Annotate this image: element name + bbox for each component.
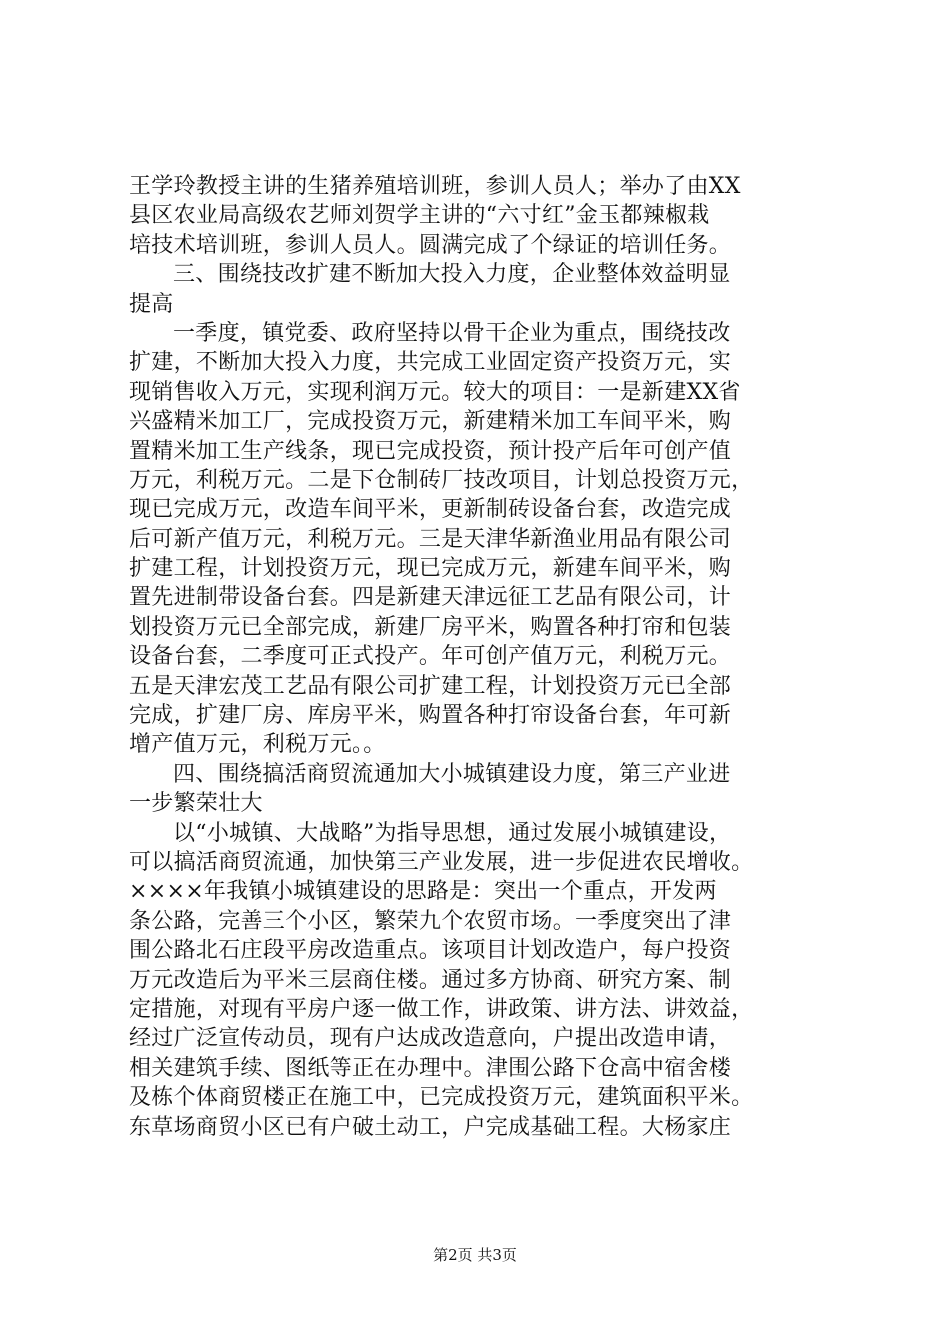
text-line: 完成，扩建厂房、库房平米，购置各种打帘设备台套，年可新 <box>129 703 732 729</box>
text-line: 扩建工程，计划投资万元，现已完成万元，新建车间平米，购 <box>129 556 732 582</box>
text-line: 围公路北石庄段平房改造重点。该项目计划改造户，每户投资 <box>129 938 732 964</box>
text-line: 以“小城镇、大战略”为指导思想，通过发展小城镇建设， <box>173 820 732 846</box>
text-line: 及栋个体商贸楼正在施工中，已完成投资万元，建筑面积平米。 <box>129 1085 754 1111</box>
text-line: 一季度，镇党委、政府坚持以骨干企业为重点，围绕技改 <box>173 320 731 346</box>
text-line: 扩建，不断加大投入力度，共完成工业固定资产投资万元，实 <box>129 350 732 376</box>
text-line: 现已完成万元，改造车间平米，更新制砖设备台套，改造完成 <box>129 497 732 523</box>
text-line: 置先进制带设备台套。四是新建天津远征工艺品有限公司，计 <box>129 585 732 611</box>
text-line: 万元改造后为平米三层商住楼。通过多方协商、研究方案、制 <box>129 967 732 993</box>
text-line: 后可新产值万元，利税万元。三是天津华新渔业用品有限公司 <box>129 526 732 552</box>
text-line: 设备台套，二季度可正式投产。年可创产值万元，利税万元。 <box>129 644 732 670</box>
text-line: 相关建筑手续、图纸等正在办理中。津围公路下仓高中宿舍楼 <box>129 1055 732 1081</box>
text-line: 可以搞活商贸流通，加快第三产业发展，进一步促进农民增收。 <box>129 849 754 875</box>
text-line: 万元，利税万元。二是下仓制砖厂技改项目，计划总投资万元， <box>129 467 754 493</box>
text-line: 置精米加工生产线条，现已完成投资，预计投产后年可创产值 <box>129 438 732 464</box>
text-line: 四、围绕搞活商贸流通加大小城镇建设力度，第三产业进 <box>173 761 731 787</box>
text-line: ××××年我镇小城镇建设的思路是：突出一个重点，开发两 <box>129 879 717 905</box>
text-line: 现销售收入万元，实现利润万元。较大的项目：一是新建XX省 <box>129 379 741 405</box>
text-line: 增产值万元，利税万元。。 <box>129 732 386 758</box>
body-text <box>129 172 839 1142</box>
text-line: 提高 <box>129 291 174 317</box>
text-line: 经过广泛宣传动员，现有户达成改造意向，户提出改造申请， <box>129 1026 732 1052</box>
text-line: 县区农业局高级农艺师刘贺学主讲的“六寸红”金玉都辣椒栽 <box>129 203 710 229</box>
text-line: 培技术培训班，参训人员人。圆满完成了个绿证的培训任务。 <box>129 232 732 258</box>
text-line: 划投资万元已全部完成，新建厂房平米，购置各种打帘和包装 <box>129 614 732 640</box>
text-line: 定措施，对现有平房户逐一做工作，讲政策、讲方法、讲效益， <box>129 996 754 1022</box>
text-line: 东草场商贸小区已有户破土动工，户完成基础工程。大杨家庄 <box>129 1114 732 1140</box>
text-line: 王学玲教授主讲的生猪养殖培训班，参训人员人；举办了由XX <box>129 174 741 199</box>
text-line: 一步繁荣壮大 <box>129 791 263 817</box>
text-line: 条公路，完善三个小区，繁荣九个农贸市场。一季度突出了津 <box>129 908 732 934</box>
text-line: 兴盛精米加工厂，完成投资万元，新建精米加工车间平米，购 <box>129 409 732 435</box>
text-line: 五是天津宏茂工艺品有限公司扩建工程，计划投资万元已全部 <box>129 673 732 699</box>
page-number-footer: 第2页 共3页 <box>433 1246 517 1264</box>
text-line: 三、围绕技改扩建不断加大投入力度，企业整体效益明显 <box>173 262 731 288</box>
